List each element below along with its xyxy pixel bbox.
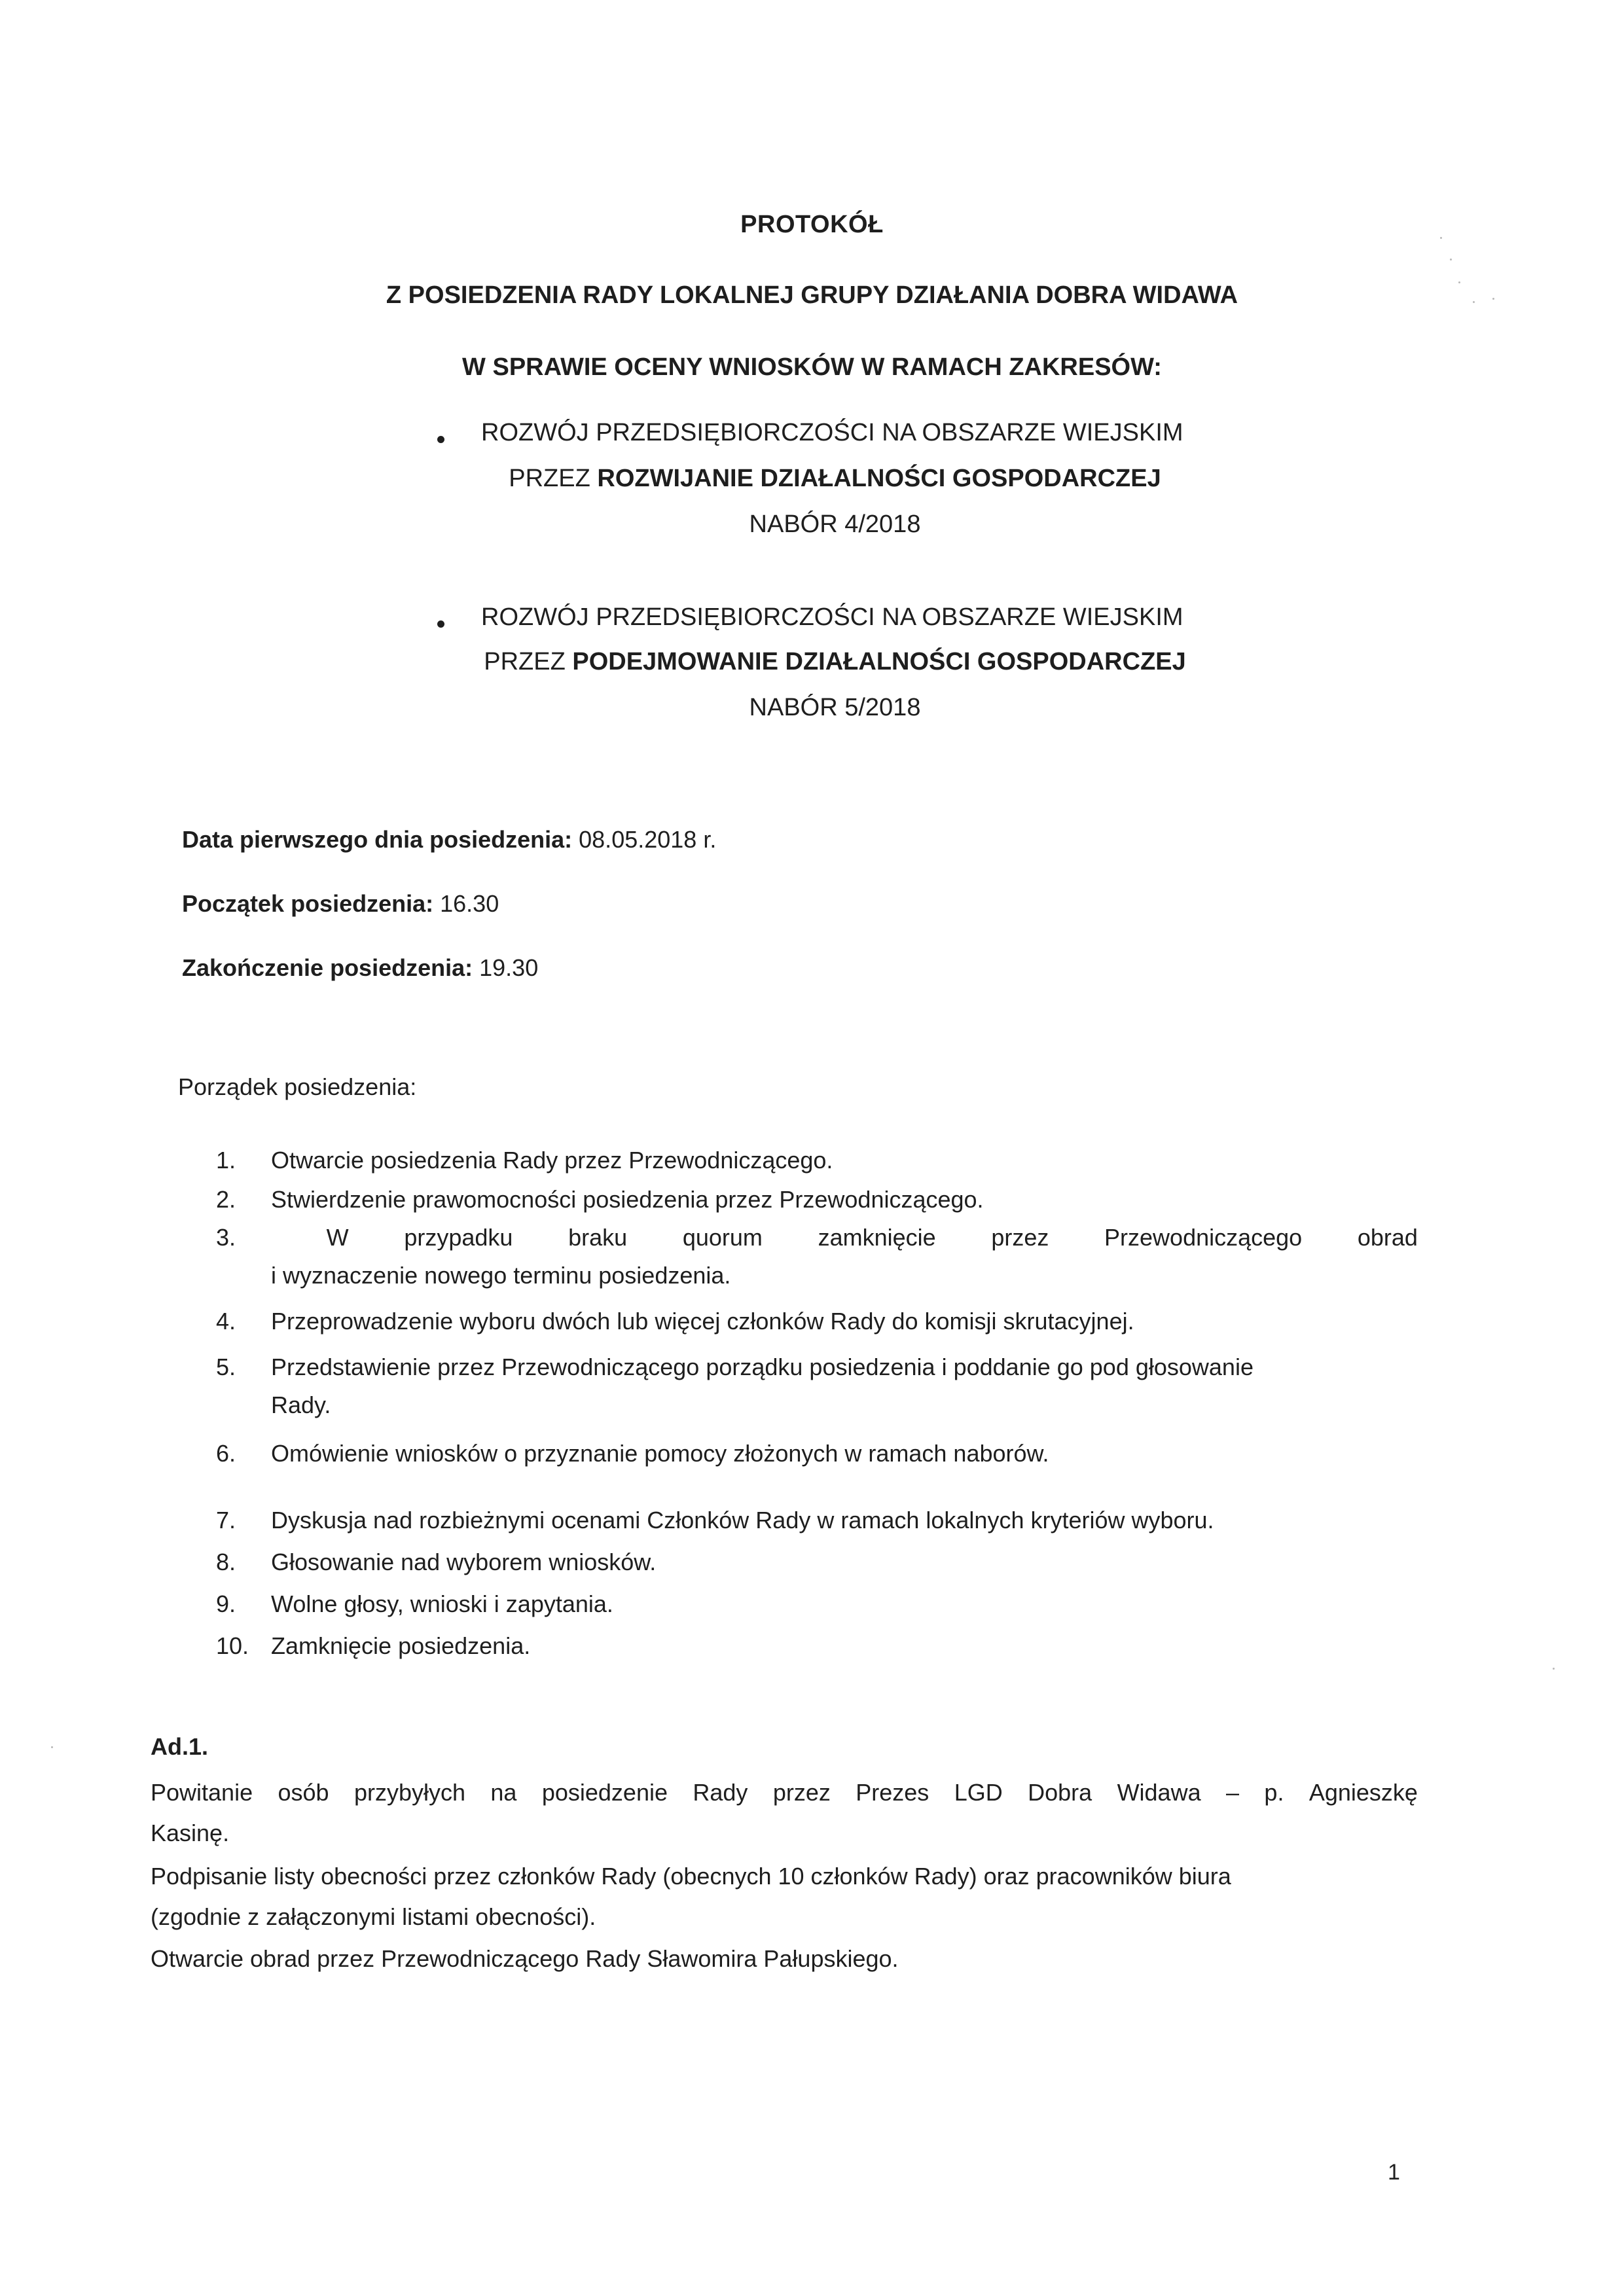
agenda-item-word: quorum bbox=[682, 1224, 763, 1251]
agenda-item-text: Wolne głosy, wnioski i zapytania. bbox=[271, 1590, 613, 1617]
meeting-end-label: Zakończenie posiedzenia: bbox=[182, 954, 473, 981]
agenda-item-continuation: i wyznaczenie nowego terminu posiedzenia. bbox=[271, 1262, 731, 1289]
agenda-item-number: 6. bbox=[216, 1440, 236, 1467]
scope-1-line-2 bbox=[0, 465, 1624, 493]
agenda-item-continuation: Rady. bbox=[271, 1391, 331, 1418]
agenda-item-word: zamknięcie bbox=[818, 1224, 936, 1251]
scan-speck bbox=[1440, 237, 1442, 239]
agenda-item-text: Przedstawienie przez Przewodniczącego porządku posiedzenia i poddanie go pod głosowanie bbox=[271, 1354, 1254, 1380]
agenda-item-word: Przewodniczącego bbox=[1104, 1224, 1303, 1251]
scope-1-line-3: NABÓR 4/2018 bbox=[749, 511, 921, 538]
agenda-item-number: 1. bbox=[216, 1147, 236, 1174]
agenda-item-word: przypadku bbox=[404, 1224, 513, 1251]
document-title: PROTOKÓŁ bbox=[740, 211, 884, 238]
paragraph-word: Powitanie bbox=[151, 1779, 253, 1806]
agenda-item bbox=[216, 1354, 1254, 1381]
section-heading-ad1: Ad.1. bbox=[151, 1733, 209, 1760]
meeting-date bbox=[182, 826, 716, 853]
scan-speck bbox=[1458, 281, 1460, 283]
agenda-item-text: Dyskusja nad rozbieżnymi ocenami Członków Rady w ramach lokalnych kryteriów wyboru. bbox=[271, 1507, 1214, 1534]
agenda-item-number: 5. bbox=[216, 1354, 236, 1380]
paragraph-word: Widawa bbox=[1117, 1779, 1201, 1806]
scope-1-prefix: PRZEZ bbox=[509, 465, 598, 492]
agenda-item bbox=[216, 1224, 1418, 1251]
document-subtitle-1: Z POSIEDZENIA RADY LOKALNEJ GRUPY DZIAŁANIA DOBRA WIDAWA bbox=[386, 281, 1238, 309]
agenda-heading: Porządek posiedzenia: bbox=[178, 1073, 417, 1100]
meeting-date-value: 08.05.2018 r. bbox=[572, 826, 717, 853]
paragraph-word: na bbox=[490, 1779, 517, 1806]
agenda-item-word: przez bbox=[991, 1224, 1049, 1251]
paragraph-word: Prezes bbox=[856, 1779, 929, 1806]
agenda-item-number: 4. bbox=[216, 1308, 236, 1335]
agenda-item-number: 10. bbox=[216, 1632, 249, 1659]
agenda-item-text: Przeprowadzenie wyboru dwóch lub więcej członków Rady do komisji skrutacyjnej. bbox=[271, 1308, 1134, 1335]
paragraph-word: LGD bbox=[954, 1779, 1003, 1806]
paragraph-word: Rady bbox=[693, 1779, 748, 1806]
paragraph-word: posiedzenie bbox=[541, 1779, 668, 1806]
agenda-item bbox=[216, 1440, 1049, 1467]
meeting-start-label: Początek posiedzenia: bbox=[182, 890, 434, 917]
bullet-icon bbox=[437, 620, 444, 628]
agenda-item bbox=[216, 1186, 984, 1213]
scope-2-line-3: NABÓR 5/2018 bbox=[749, 694, 921, 721]
agenda-item-number: 7. bbox=[216, 1507, 236, 1534]
agenda-item-text: Stwierdzenie prawomocności posiedzenia przez Przewodniczącego. bbox=[271, 1186, 984, 1213]
agenda-item bbox=[216, 1590, 613, 1618]
paragraph-word: osób bbox=[278, 1779, 329, 1806]
ad1-paragraph-1-line-2: Kasinę. bbox=[151, 1820, 230, 1846]
agenda-item-number: 9. bbox=[216, 1590, 236, 1617]
agenda-item bbox=[216, 1507, 1214, 1534]
agenda-item-number: 3. bbox=[216, 1224, 236, 1251]
paragraph-word: p. bbox=[1264, 1779, 1284, 1806]
agenda-item-text: Zamknięcie posiedzenia. bbox=[271, 1632, 531, 1659]
scope-2-line-1: ROZWÓJ PRZEDSIĘBIORCZOŚCI NA OBSZARZE WIEJSKIM bbox=[481, 603, 1183, 631]
scan-speck bbox=[51, 1746, 53, 1748]
agenda-item bbox=[216, 1549, 656, 1576]
meeting-start-value: 16.30 bbox=[433, 890, 499, 917]
scope-1-bold: ROZWIJANIE DZIAŁALNOŚCI GOSPODARCZEJ bbox=[597, 465, 1161, 492]
scan-speck bbox=[1492, 298, 1494, 300]
scope-2-bold: PODEJMOWANIE DZIAŁALNOŚCI GOSPODARCZEJ bbox=[572, 648, 1186, 675]
paragraph-word: Agnieszkę bbox=[1308, 1779, 1418, 1806]
paragraph-word: przez bbox=[772, 1779, 831, 1806]
agenda-item-number: 8. bbox=[216, 1549, 236, 1575]
ad1-paragraph-3: Otwarcie obrad przez Przewodniczącego Rady Sławomira Pałupskiego. bbox=[151, 1945, 899, 1972]
agenda-item bbox=[216, 1308, 1134, 1335]
ad1-paragraph-2-line-1: Podpisanie listy obecności przez członków Rady (obecnych 10 członków Rady) oraz pracowników biura bbox=[151, 1863, 1231, 1890]
paragraph-word: przybyłych bbox=[353, 1779, 466, 1806]
bullet-icon bbox=[437, 436, 444, 443]
agenda-item-number: 2. bbox=[216, 1186, 236, 1213]
agenda-item-text: Otwarcie posiedzenia Rady przez Przewodniczącego. bbox=[271, 1147, 833, 1174]
agenda-item bbox=[216, 1147, 833, 1174]
agenda-item-text: Omówienie wniosków o przyznanie pomocy złożonych w ramach naborów. bbox=[271, 1440, 1049, 1467]
agenda-item bbox=[216, 1632, 530, 1660]
document-subtitle-2: W SPRAWIE OCENY WNIOSKÓW W RAMACH ZAKRESÓW: bbox=[462, 353, 1162, 381]
scan-speck bbox=[1553, 1668, 1555, 1670]
agenda-item-word: braku bbox=[568, 1224, 628, 1251]
agenda-item-word: W bbox=[326, 1224, 349, 1251]
meeting-end bbox=[182, 954, 538, 982]
paragraph-word: – bbox=[1226, 1779, 1240, 1806]
meeting-start bbox=[182, 890, 499, 918]
scan-speck bbox=[1450, 259, 1452, 260]
ad1-paragraph-1-line-1 bbox=[151, 1779, 1418, 1806]
ad1-paragraph-2-line-2: (zgodnie z załączonymi listami obecności). bbox=[151, 1903, 596, 1930]
scope-2-line-2 bbox=[0, 648, 1624, 676]
scope-2-prefix: PRZEZ bbox=[484, 648, 573, 675]
agenda-item-text: Głosowanie nad wyborem wniosków. bbox=[271, 1549, 657, 1575]
meeting-date-label: Data pierwszego dnia posiedzenia: bbox=[182, 826, 573, 853]
paragraph-word: Dobra bbox=[1028, 1779, 1092, 1806]
scan-speck bbox=[1473, 301, 1475, 303]
page-number: 1 bbox=[1388, 2160, 1400, 2185]
scope-1-line-1: ROZWÓJ PRZEDSIĘBIORCZOŚCI NA OBSZARZE WIEJSKIM bbox=[481, 419, 1183, 446]
meeting-end-value: 19.30 bbox=[473, 954, 539, 981]
agenda-item-word: obrad bbox=[1357, 1224, 1418, 1251]
